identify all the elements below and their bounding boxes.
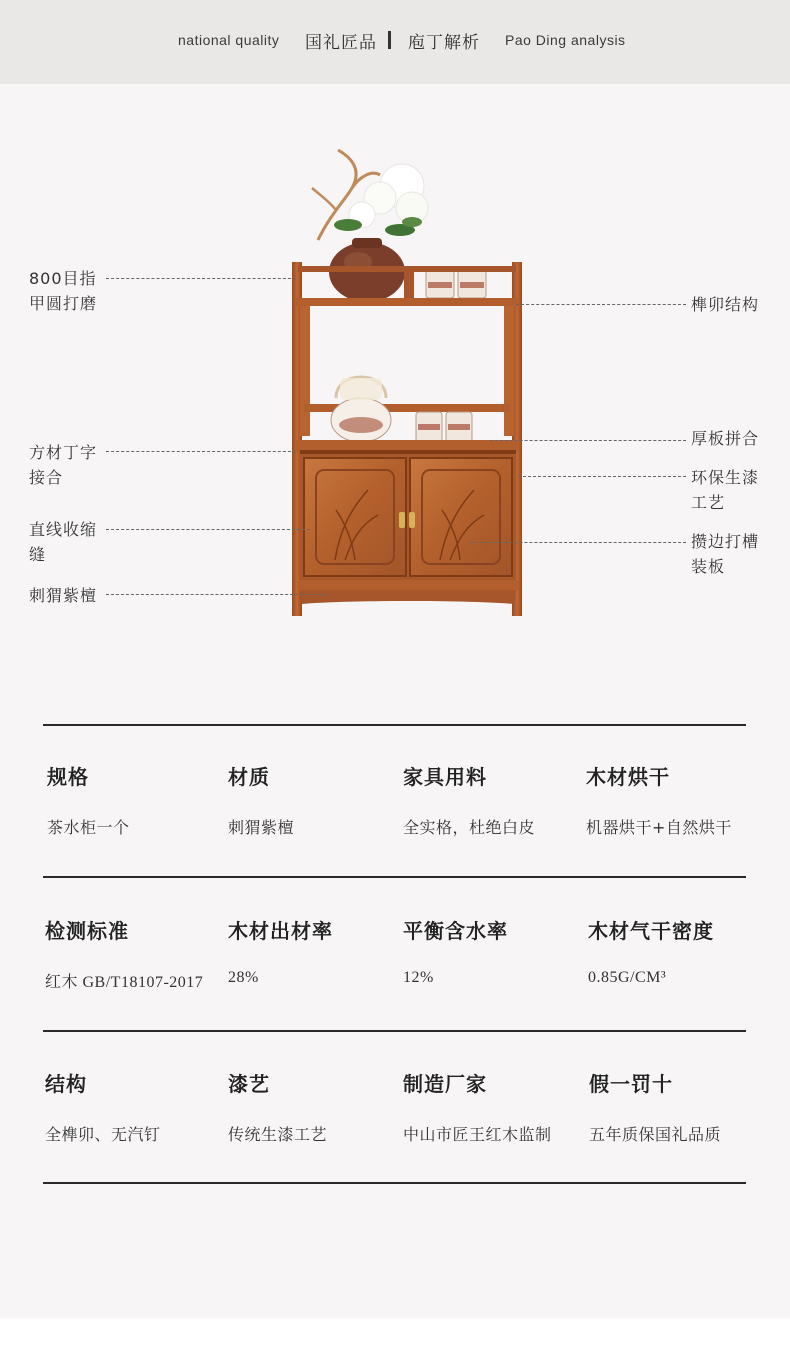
spec-title: 假一罚十 bbox=[589, 1072, 673, 1096]
callout-left-3-line1: 直线收缩 bbox=[29, 520, 98, 539]
callout-right-3-line2: 工艺 bbox=[691, 493, 726, 512]
spec-value: 五年质保国礼品质 bbox=[589, 1125, 722, 1144]
leader-left-3 bbox=[106, 529, 310, 530]
spec-title: 木材气干密度 bbox=[588, 919, 714, 943]
spec-value: 刺猬紫檀 bbox=[228, 818, 295, 837]
table-rule bbox=[43, 876, 746, 878]
spec-title: 检测标准 bbox=[45, 919, 129, 943]
spec-title: 家具用料 bbox=[403, 765, 487, 789]
header-cn-right: 庖丁解析 bbox=[408, 33, 480, 53]
header-banner bbox=[0, 0, 790, 84]
callout-right-1-line1: 榫卯结构 bbox=[691, 295, 760, 314]
header-en-right: Pao Ding analysis bbox=[505, 32, 626, 48]
callout-left-4 bbox=[29, 583, 97, 608]
table-rule bbox=[43, 1182, 746, 1184]
callout-left-2-line1: 方材丁字 bbox=[29, 443, 98, 462]
leader-right-1 bbox=[516, 304, 686, 305]
callout-right-2-line1: 厚板拼合 bbox=[691, 429, 760, 448]
leader-left-2 bbox=[106, 451, 296, 452]
leader-left-1 bbox=[106, 278, 296, 279]
callout-left-2-line2: 接合 bbox=[29, 468, 64, 487]
leader-right-2 bbox=[490, 440, 686, 441]
callout-left-1 bbox=[29, 266, 97, 316]
callout-right-3 bbox=[691, 465, 759, 515]
spec-title: 平衡含水率 bbox=[403, 919, 508, 943]
spec-title: 结构 bbox=[45, 1072, 87, 1096]
content-area bbox=[0, 84, 790, 1318]
spec-title: 材质 bbox=[228, 765, 270, 789]
spec-value: 传统生漆工艺 bbox=[228, 1125, 328, 1144]
callout-right-4-line1: 攒边打槽 bbox=[691, 532, 760, 551]
spec-value: 中山市匠王红木监制 bbox=[403, 1125, 552, 1144]
leader-right-4 bbox=[470, 542, 686, 543]
callout-left-2 bbox=[29, 440, 97, 490]
callout-right-3-line1: 环保生漆 bbox=[691, 468, 760, 487]
callout-left-3-line2: 缝 bbox=[29, 545, 47, 564]
spec-value: 机器烘干+自然烘干 bbox=[586, 818, 732, 837]
callout-left-4-line1: 刺猬紫檀 bbox=[29, 586, 98, 605]
leader-left-4 bbox=[106, 594, 328, 595]
spec-value: 0.85G/CM³ bbox=[588, 969, 667, 986]
callout-right-2 bbox=[691, 426, 759, 451]
callout-right-4 bbox=[691, 529, 759, 579]
header-divider bbox=[388, 31, 391, 49]
table-rule bbox=[43, 724, 746, 726]
product-analysis-figure bbox=[0, 84, 790, 704]
spec-value: 12% bbox=[403, 969, 434, 986]
spec-value: 红木 GB/T18107-2017 bbox=[45, 974, 204, 991]
callout-left-3 bbox=[29, 517, 97, 567]
callout-left-1-line1: 800目指 bbox=[29, 269, 97, 288]
spec-title: 规格 bbox=[47, 765, 89, 789]
callout-left-1-line2: 甲圆打磨 bbox=[29, 294, 98, 313]
table-rule bbox=[43, 1030, 746, 1032]
spec-value: 28% bbox=[228, 969, 259, 986]
spec-title: 木材出材率 bbox=[228, 919, 333, 943]
spec-value: 茶水柜一个 bbox=[47, 818, 130, 837]
spec-value: 全实格，杜绝白皮 bbox=[403, 818, 536, 837]
leader-right-3 bbox=[518, 476, 686, 477]
spec-title: 制造厂家 bbox=[403, 1072, 487, 1096]
header-cn-left: 国礼匠品 bbox=[305, 33, 377, 53]
spec-title: 木材烘干 bbox=[586, 765, 670, 789]
spec-value: 全榫卯、无汽钉 bbox=[45, 1125, 161, 1144]
spec-title: 漆艺 bbox=[228, 1072, 270, 1096]
header-en-left: national quality bbox=[178, 32, 280, 48]
callout-right-1 bbox=[691, 292, 759, 317]
tea-cabinet-image bbox=[0, 84, 790, 704]
callout-right-4-line2: 装板 bbox=[691, 557, 726, 576]
